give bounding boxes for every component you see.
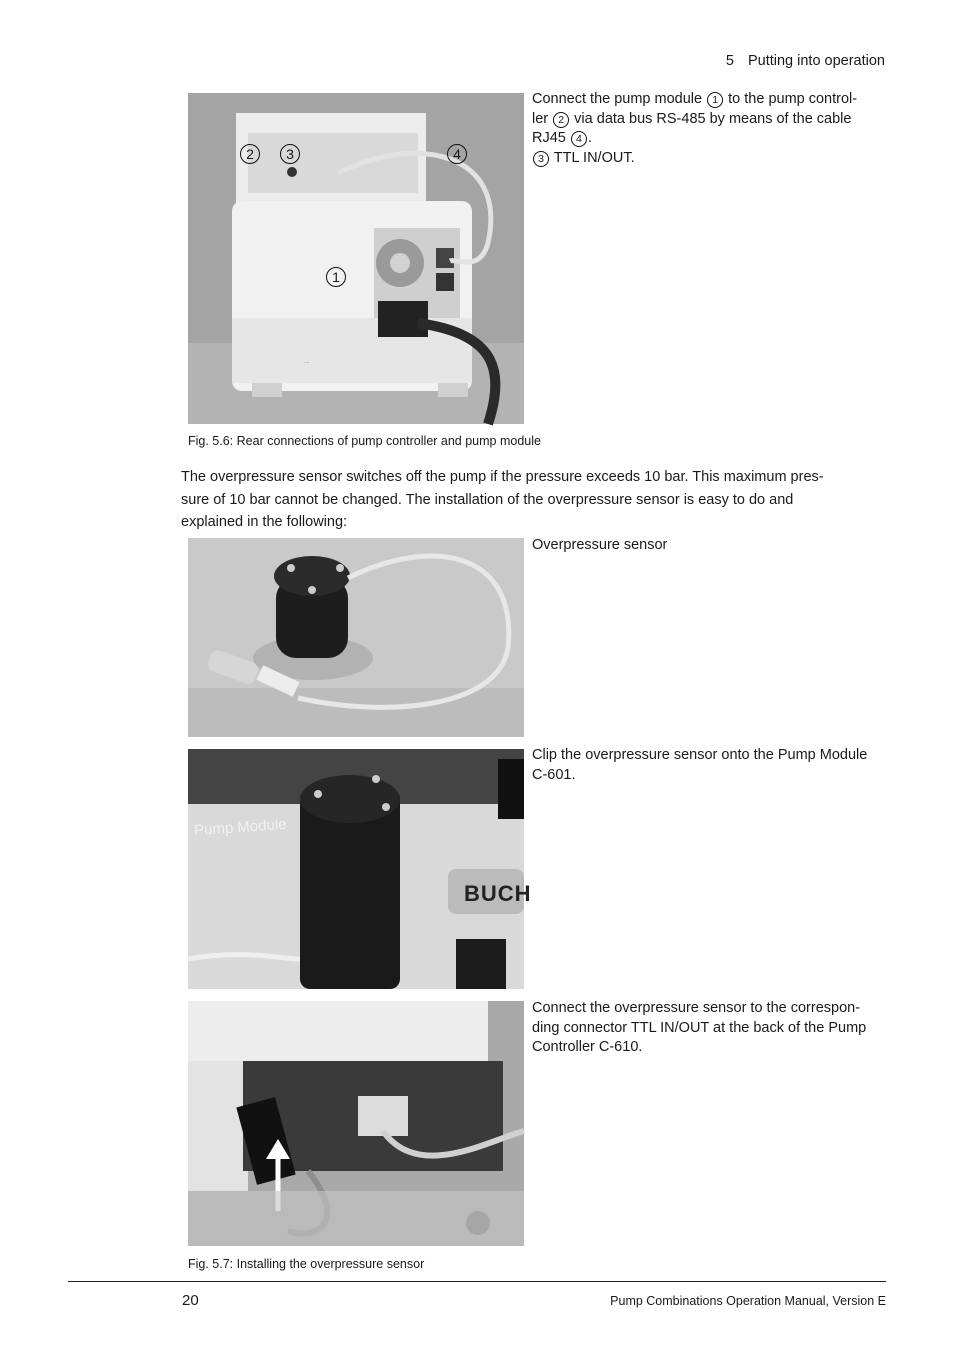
callout-3: 3 <box>280 144 300 164</box>
page-number: 20 <box>182 1292 199 1309</box>
running-header <box>726 53 885 69</box>
photo-overpressure-sensor <box>188 538 524 737</box>
circled-number-4: 4 <box>571 131 587 147</box>
step3-text: Connect the overpressure sensor to the correspon- ding connector TTL IN/OUT at the back of the Pump Controller C-610. <box>532 1000 867 1055</box>
circled-number-1: 1 <box>707 92 723 108</box>
photo-connect-sensor <box>188 1001 524 1246</box>
svg-text:....: .... <box>304 359 310 365</box>
document-title: Pump Combinations Operation Manual, Version E <box>610 1294 886 1308</box>
buchi-logo: BUCH <box>464 881 532 906</box>
circled-number-3: 3 <box>533 151 549 167</box>
circled-number-2: 2 <box>553 112 569 128</box>
chapter-number: 5 <box>725 53 734 69</box>
figure-caption-5-7: Fig. 5.7: Installing the overpressure sensor <box>188 1257 425 1271</box>
connection-instructions: Connect the pump module 1 to the pump control- ler 2 via data bus RS-485 by means of the cable RJ45 4 . 3 TTL IN/OUT. <box>532 91 858 166</box>
callout-1: 1 <box>326 267 346 287</box>
step1-text: Overpressure sensor <box>532 537 668 553</box>
footer-rule <box>68 1281 886 1282</box>
callout-4: 4 <box>447 144 467 164</box>
pump-module-label: Pump Module <box>193 815 288 840</box>
photo-rear-connections <box>188 93 524 424</box>
callout-2: 2 <box>240 144 260 164</box>
step2-text: Clip the overpressure sensor onto the Pump Module C-601. <box>532 747 868 783</box>
figure-caption-5-6: Fig. 5.6: Rear connections of pump controller and pump module <box>188 434 541 448</box>
chapter-title: Putting into operation <box>747 53 885 69</box>
photo-clip-sensor <box>188 749 532 989</box>
overpressure-paragraph: The overpressure sensor switches off the pump if the pressure exceeds 10 bar. This maximum pres- sure of 10 bar cannot be changed. The installation of the overpressure sensor is easy to do and explained in the following: <box>181 469 824 530</box>
